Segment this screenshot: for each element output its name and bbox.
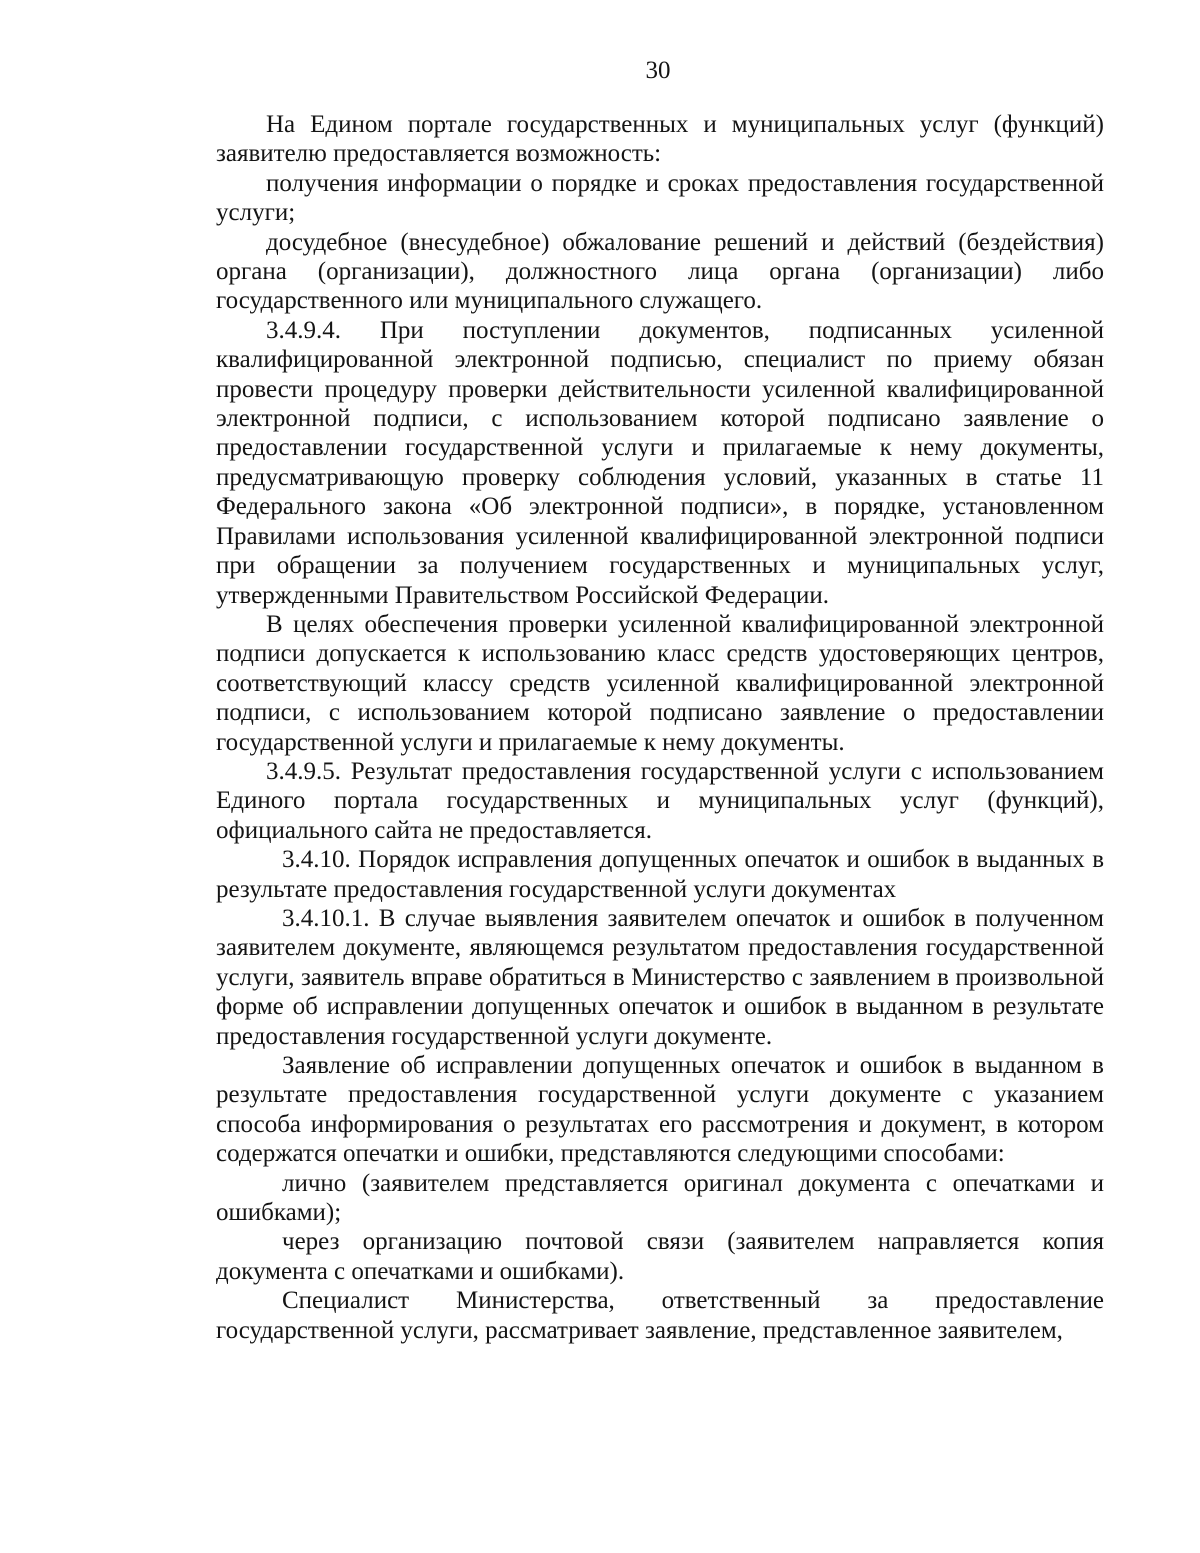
- document-body: [216, 110, 1104, 1345]
- list-item-in-person: лично (заявителем представляется оригинал документа с опечатками и ошибками);: [216, 1169, 1104, 1227]
- paragraph-3-4-10-1: 3.4.10.1. В случае выявления заявителем опечаток и ошибок в полученном заявителем документе, являющемся результатом предоставления государственной услуги, заявитель вправе обратиться в Министерство с заявлением в произвольной форме об исправлении допущенных опечаток и ошибок в выданном в результате предоставления государственной услуги документе.: [216, 904, 1104, 1050]
- paragraph-info-option: получения информации о порядке и сроках предоставления государственной услуги;: [216, 169, 1104, 227]
- heading-3-4-10: 3.4.10. Порядок исправления допущенных опечаток и ошибок в выданных в результате предоставления государственной услуги документах: [216, 846, 1104, 903]
- paragraph-signature-check: В целях обеспечения проверки усиленной квалифицированной электронной подписи допускается к использованию класс средств удостоверяющих центров, соответствующий классу средств усиленной квалифицированной электронной подписи, с использованием которой подписано заявление о предоставлении государственной услуги и прилагаемые к нему документы.: [216, 610, 1104, 756]
- paragraph-3-4-9-5: 3.4.9.5. Результат предоставления государственной услуги с использованием Единого портала государственных и муниципальных услуг (функций), официального сайта не предоставляется.: [216, 757, 1104, 844]
- list-item-by-post: через организацию почтовой связи (заявителем направляется копия документа с опечатками и ошибками).: [216, 1228, 1104, 1285]
- paragraph-portal-intro: На Едином портале государственных и муниципальных услуг (функций) заявителю предоставляется возможность:: [216, 111, 1104, 168]
- paragraph-3-4-9-4: 3.4.9.4. При поступлении документов, подписанных усиленной квалифицированной электронной подписью, специалист по приему обязан провести процедуру проверки действительности усиленной квалифицированной электронной подписи, с использованием которой подписано заявление о предоставлении государственной услуги и прилагаемые к нему документы, предусматривающую проверку соблюдения условий, указанных в статье 11 Федерального закона «Об электронной подписи», в порядке, установленном Правилами использования усиленной квалифицированной электронной подписи при обращении за получением государственных и муниципальных услуг, утвержденными Правительством Российской Федерации.: [216, 316, 1104, 609]
- paragraph-specialist: Специалист Министерства, ответственный за предоставление государственной услуги, рассматривает заявление, представленное заявителем,: [216, 1287, 1104, 1344]
- paragraph-appeal-option: досудебное (внесудебное) обжалование решений и действий (бездействия) органа (организации), должностного лица органа (организации) либо государственного или муниципального служащего.: [216, 228, 1104, 315]
- paragraph-application: Заявление об исправлении допущенных опечаток и ошибок в выданном в результате предоставления государственной услуги документе с указанием способа информирования о результатах его рассмотрения и документ, в котором содержатся опечатки и ошибки, представляются следующими способами:: [216, 1052, 1104, 1168]
- page-number: 30: [645, 57, 671, 84]
